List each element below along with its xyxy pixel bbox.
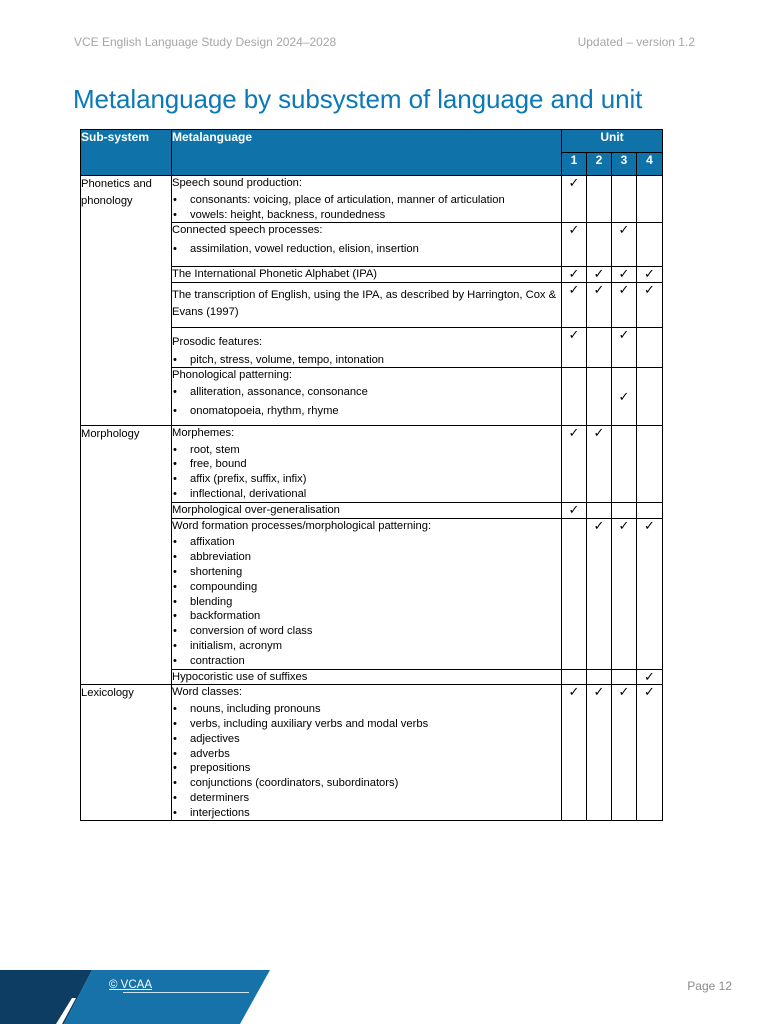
- empty-unit-2: [587, 176, 612, 223]
- header-unit-2: 2: [587, 153, 612, 176]
- list-item: • conjunctions (coordinators, subordinators): [172, 776, 561, 791]
- list-item: • shortening: [172, 565, 561, 580]
- tick-unit-2: ✓: [587, 685, 612, 821]
- list-item: • conversion of word class: [172, 624, 561, 639]
- tick-unit-4: ✓: [637, 282, 663, 327]
- metalanguage-cell: The International Phonetic Alphabet (IPA): [172, 266, 562, 282]
- list-item: • adverbs: [172, 747, 561, 762]
- empty-unit-4: [637, 223, 663, 267]
- metalanguage-heading: Speech sound production:: [172, 177, 302, 189]
- metalanguage-cell: Hypocoristic use of suffixes: [172, 669, 562, 685]
- list-item: • assimilation, vowel reduction, elision, insertion: [172, 242, 561, 257]
- tick-unit-1: ✓: [562, 223, 587, 267]
- tick-unit-3: ✓: [612, 368, 637, 425]
- tick-unit-2: ✓: [587, 282, 612, 327]
- metalanguage-cell: [172, 223, 562, 267]
- tick-unit-3: ✓: [612, 266, 637, 282]
- empty-unit-1: [562, 368, 587, 425]
- metalanguage-heading: Prosodic features:: [172, 335, 263, 348]
- tick-unit-1: ✓: [562, 282, 587, 327]
- tick-unit-3: ✓: [612, 223, 637, 267]
- vcaa-link[interactable]: © VCAA: [109, 979, 152, 991]
- list-item: • alliteration, assonance, consonance: [172, 385, 561, 400]
- empty-unit-2: [587, 368, 612, 425]
- list-item: • affixation: [172, 535, 561, 550]
- list-item: • nouns, including pronouns: [172, 702, 561, 717]
- tick-unit-3: ✓: [612, 327, 637, 368]
- table-row: [81, 425, 663, 502]
- metalanguage-cell: [172, 176, 562, 223]
- metalanguage-cell: [172, 327, 562, 368]
- header-metalanguage: Metalanguage: [172, 130, 562, 176]
- empty-unit-1: [562, 518, 587, 669]
- empty-unit-2: [587, 502, 612, 518]
- footer-underline: [123, 992, 249, 993]
- metalanguage-heading: Connected speech processes:: [172, 224, 323, 237]
- header-subsystem: Sub-system: [81, 130, 172, 176]
- list-item: • verbs, including auxiliary verbs and modal verbs: [172, 717, 561, 732]
- list-item: • onomatopoeia, rhythm, rhyme: [172, 404, 561, 419]
- metalanguage-cell: The transcription of English, using the IPA, as described by Harrington, Cox & Evans (1997): [172, 282, 562, 327]
- empty-unit-4: [637, 425, 663, 502]
- tick-unit-1: ✓: [562, 176, 587, 223]
- empty-unit-1: [562, 669, 587, 685]
- subsystem-cell: Morphology: [81, 425, 172, 685]
- tick-unit-3: ✓: [612, 685, 637, 821]
- list-item: • compounding: [172, 580, 561, 595]
- footer-copyright[interactable]: [109, 979, 152, 991]
- tick-unit-4: ✓: [637, 266, 663, 282]
- header-unit-3: 3: [612, 153, 637, 176]
- footer-band-light: [64, 970, 270, 1024]
- tick-unit-2: ✓: [587, 518, 612, 669]
- list-item: • pitch, stress, volume, tempo, intonation: [172, 353, 561, 368]
- list-item: • contraction: [172, 654, 561, 669]
- empty-unit-3: [612, 425, 637, 502]
- empty-unit-4: [637, 327, 663, 368]
- tick-unit-4: ✓: [637, 669, 663, 685]
- metalanguage-cell: Morphological over-generalisation: [172, 502, 562, 518]
- tick-unit-1: ✓: [562, 327, 587, 368]
- list-item: • backformation: [172, 609, 561, 624]
- empty-unit-3: [612, 669, 637, 685]
- table-row: [81, 685, 663, 821]
- list-item: • prepositions: [172, 761, 561, 776]
- metalanguage-cell: [172, 425, 562, 502]
- list-item: • abbreviation: [172, 550, 561, 565]
- list-item: • blending: [172, 595, 561, 610]
- metalanguage-cell: [172, 685, 562, 821]
- header-unit-1: 1: [562, 153, 587, 176]
- list-item: • inflectional, derivational: [172, 487, 561, 502]
- tick-unit-4: ✓: [637, 685, 663, 821]
- header-version: Updated – version 1.2: [577, 35, 695, 49]
- page-title: Metalanguage by subsystem of language and unit: [73, 84, 643, 114]
- metalanguage-table: [80, 129, 663, 821]
- metalanguage-heading: Word classes:: [172, 686, 243, 699]
- metalanguage-cell: [172, 368, 562, 425]
- tick-unit-1: ✓: [562, 425, 587, 502]
- tick-unit-3: ✓: [612, 518, 637, 669]
- empty-unit-2: [587, 669, 612, 685]
- empty-unit-4: [637, 368, 663, 425]
- list-item: • consonants: voicing, place of articulation, manner of articulation: [172, 193, 561, 208]
- tick-unit-2: ✓: [587, 266, 612, 282]
- header-unit: Unit: [562, 130, 663, 153]
- metalanguage-heading: Morphemes:: [172, 426, 235, 439]
- page-number: Page 12: [687, 979, 732, 993]
- empty-unit-4: [637, 176, 663, 223]
- subsystem-cell: Lexicology: [81, 685, 172, 821]
- tick-unit-4: ✓: [637, 518, 663, 669]
- metalanguage-heading: Phonological patterning:: [172, 369, 293, 382]
- table-row: [81, 176, 663, 223]
- metalanguage-heading: Word formation processes/morphological patterning:: [172, 519, 432, 532]
- empty-unit-3: [612, 176, 637, 223]
- tick-unit-1: ✓: [562, 685, 587, 821]
- tick-unit-2: ✓: [587, 425, 612, 502]
- list-item: • affix (prefix, suffix, infix): [172, 472, 561, 487]
- header-doc-title: VCE English Language Study Design 2024–2028: [74, 35, 337, 49]
- list-item: • adjectives: [172, 732, 561, 747]
- metalanguage-cell: [172, 518, 562, 669]
- subsystem-cell: Phonetics and phonology: [81, 176, 172, 426]
- tick-unit-3: ✓: [612, 282, 637, 327]
- list-item: • determiners: [172, 791, 561, 806]
- empty-unit-2: [587, 223, 612, 267]
- empty-unit-4: [637, 502, 663, 518]
- empty-unit-2: [587, 327, 612, 368]
- list-item: • free, bound: [172, 457, 561, 472]
- tick-unit-1: ✓: [562, 266, 587, 282]
- list-item: • root, stem: [172, 443, 561, 458]
- list-item: • initialism, acronym: [172, 639, 561, 654]
- list-item: • interjections: [172, 806, 561, 821]
- list-item: • vowels: height, backness, roundedness: [172, 208, 561, 223]
- tick-unit-1: ✓: [562, 502, 587, 518]
- header-unit-4: 4: [637, 153, 663, 176]
- empty-unit-3: [612, 502, 637, 518]
